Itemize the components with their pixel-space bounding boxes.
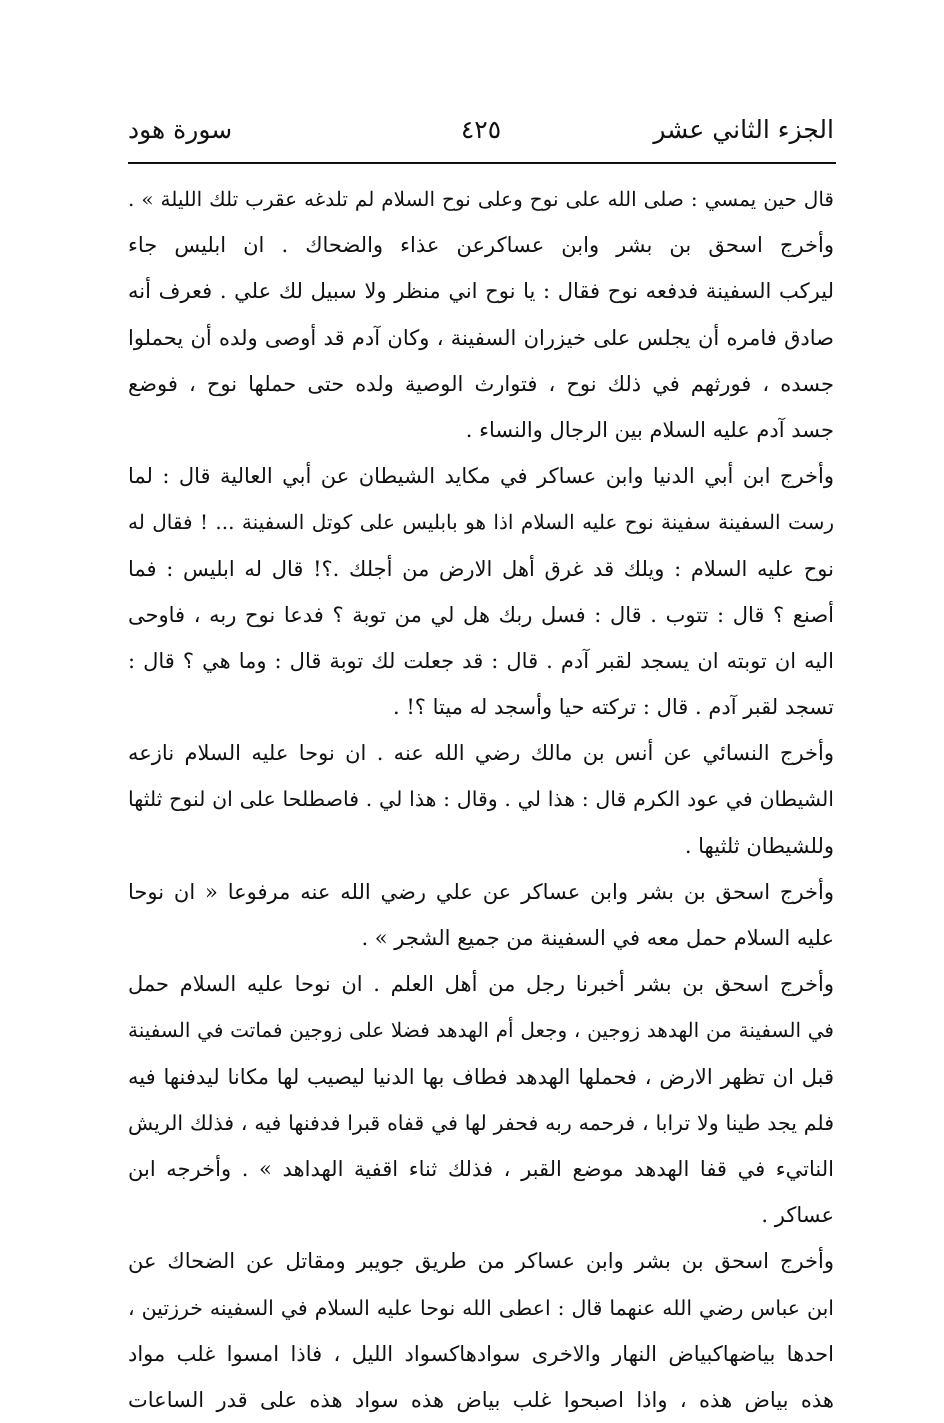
header-divider — [128, 162, 836, 164]
page-number: ٤٢٥ — [460, 115, 502, 144]
text-line: جسده ، فورثهم في ذلك نوح ، فتوارث الوصية ولده حتى حملها نوح ، فوضع — [128, 371, 834, 396]
page-body — [128, 176, 834, 1423]
text-line: صادق فامره أن يجلس على خيزران السفينة ، وكان آدم قد أوصى ولده أن يحملوا — [128, 325, 834, 350]
text-line: احدها بياضهاكبياض النهار والاخرى سوادهاكسواد الليل ، فاذا امسوا غلب مواد — [128, 1341, 834, 1366]
text-line: ليركب السفينة فدفعه نوح فقال : يا نوح اني منظر ولا سبيل لك علي . فعرف أنه — [128, 279, 834, 304]
text-line: وللشيطان ثلثيها . — [684, 833, 834, 858]
surah-title: سورة هود — [128, 115, 233, 144]
text-line: نوح عليه السلام : ويلك قد غرق أهل الارض من أجلك .؟! قال له ابليس : فما — [128, 556, 834, 581]
text-line: ابن عباس رضي الله عنهما قال : اعطى الله نوحا عليه السلام في السفينه خرزتين ، — [128, 1295, 834, 1320]
text-line: الناتيء في قفا الهدهد موضع القبر ، فذلك ثناء اقفية الهداهد » . وأخرجه ابن — [128, 1156, 834, 1181]
text-line: قال حين يمسي : صلى الله على نوح وعلى نوح السلام لم تلدغه عقرب تلك الليلة » . — [128, 187, 834, 211]
text-line: الشيطان في عود الكرم قال : هذا لي . وقال : هذا لي . فاصطلحا على ان لنوح ثلثها — [128, 787, 834, 812]
text-line: وأخرج اسحق بن بشر وابن عساكر من طريق جويبر ومقاتل عن الضحاك عن — [128, 1249, 834, 1274]
part-title: الجزء الثاني عشر — [653, 115, 834, 144]
text-line: اليه ان توبته ان يسجد لقبر آدم . قال : قد جعلت لك توبة قال : وما هي ؟ قال : — [128, 648, 834, 673]
text-line: رست السفينة سفينة نوح عليه السلام اذا هو بابليس على كوتل السفينة ... ! فقال له — [128, 510, 834, 535]
text-line: قبل ان تظهر الارض ، فحملها الهدهد فطاف بها الدنيا ليصيب لها مكانا ليدفنها فيه — [128, 1064, 834, 1089]
text-line: وأخرج اسحق بن بشر أخبرنا رجل من أهل العلم . ان نوحا عليه السلام حمل — [128, 972, 834, 997]
running-header — [128, 112, 834, 152]
text-line: وأخرج ابن أبي الدنيا وابن عساكر في مكايد الشيطان عن أبي العالية قال : لما — [128, 464, 834, 489]
text-line: أصنع ؟ قال : تتوب . قال : فسل ربك هل لي من توبة ؟ فدعا نوح ربه ، فاوحى — [128, 602, 834, 627]
text-line: وأخرج اسحق بن بشر وابن عساكرعن عذاء والضحاك . ان ابليس جاء — [128, 233, 834, 258]
text-line: فلم يجد طينا ولا ترابا ، فرحمه ربه فحفر لها في قفاه قبرا فدفنها فيه ، فذلك الريش — [128, 1110, 834, 1135]
text-line: هذه بياض هذه ، واذا اصبحوا غلب بياض هذه سواد هذه على قدر الساعات — [128, 1387, 834, 1412]
text-line: جسد آدم عليه السلام بين الرجال والنساء . — [465, 417, 834, 442]
text-line: تسجد لقبر آدم . قال : تركته حيا وأسجد له ميتا ؟! . — [393, 695, 834, 720]
text-line: وأخرج النسائي عن أنس بن مالك رضي الله عنه . ان نوحا عليه السلام نازعه — [128, 741, 834, 766]
text-line: عساكر . — [761, 1203, 834, 1228]
text-line: في السفينة من الهدهد زوجين ، وجعل أم الهدهد فضلا على زوجين فماتت في السفينة — [128, 1018, 834, 1043]
text-line: عليه السلام حمل معه في السفينة من جميع الشجر » . — [361, 926, 834, 950]
text-line: وأخرج اسحق بن بشر وابن عساكر عن علي رضي الله عنه مرفوعا « ان نوحا — [128, 879, 834, 904]
